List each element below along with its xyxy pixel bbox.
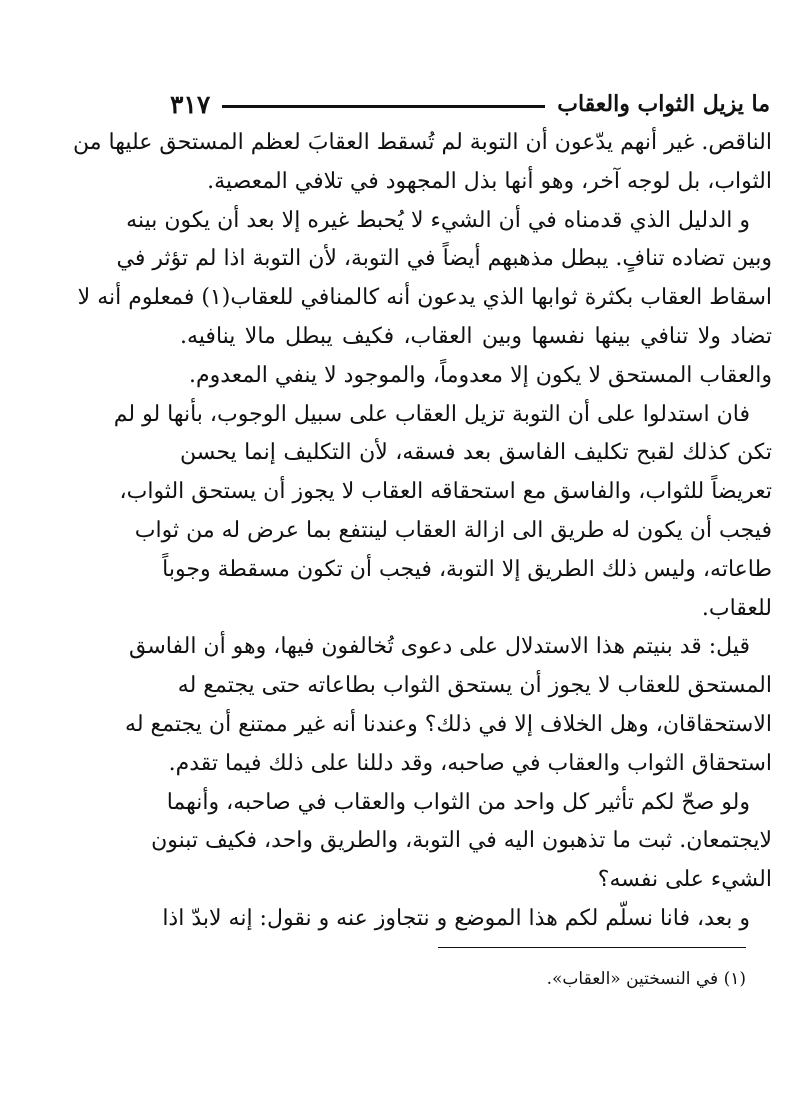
text-line: تضاد ولا تنافي بينها نفسها وبين العقاب، فكيف يبطل مالا ينافيه. — [180, 323, 772, 349]
body-text — [72, 124, 772, 939]
text-line: الاستحقاقان، وهل الخلاف إلا في ذلك؟ وعندنا أنه غير ممتنع أن يجتمع له — [125, 711, 772, 737]
page-number: ٣١٧ — [170, 89, 211, 119]
text-line: الشيء على نفسه؟ — [597, 867, 772, 893]
text-line: طاعاته، وليس ذلك الطريق إلا التوبة، فيجب أن تكون مسقطة وجوباً — [162, 556, 772, 582]
text-line: ولو صحّ لكم تأثير كل واحد من الثواب والعقاب في صاحبه، وأنهما — [166, 789, 750, 815]
text-line: فيجب أن يكون له طريق الى ازالة العقاب لينتفع بما عرض له من ثواب — [134, 517, 772, 543]
header-rule — [222, 105, 545, 108]
text-line: والعقاب المستحق لا يكون إلا معدوماً، والموجود لا ينفي المعدوم. — [188, 362, 772, 388]
text-line: الثواب، بل لوجه آخر، وهو أنها بذل المجهود في تلافي المعصية. — [207, 168, 772, 194]
text-line: المستحق للعقاب لا يجوز أن يستحق الثواب بطاعاته حتى يجتمع له — [177, 673, 772, 699]
text-line: فان استدلوا على أن التوبة تزيل العقاب على سبيل الوجوب، بأنها لو لم — [113, 401, 750, 427]
running-title: ما يزيل الثواب والعقاب — [557, 91, 770, 117]
footnote: (١) في النسختين «العقاب». — [546, 969, 746, 989]
text-line: استحقاق الثواب والعقاب في صاحبه، وقد دللنا على ذلك فيما تقدم. — [168, 750, 772, 776]
text-line: لايجتمعان. ثبت ما تذهبون اليه في التوبة، والطريق واحد، فكيف تبنون — [151, 828, 772, 854]
text-line: و الدليل الذي قدمناه في أن الشيء لا يُحبط غيره إلا بعد أن يكون بينه — [126, 207, 750, 233]
text-line: تعريضاً للثواب، والفاسق مع استحقاقه العقاب لا يجوز أن يستحق الثواب، — [119, 479, 772, 505]
text-line: قيل: قد بنيتم هذا الاستدلال على دعوى تُخالفون فيها، وهو أن الفاسق — [129, 634, 750, 660]
page-header — [170, 86, 770, 122]
text-line: للعقاب. — [701, 595, 772, 621]
text-line: تكن كذلك لقبح تكليف الفاسق بعد فسقه، لأن التكليف إنما يحسن — [180, 440, 772, 466]
text-line: اسقاط العقاب بكثرة ثوابها الذي يدعون أنه كالمنافي للعقاب(١) فمعلوم أنه لا — [77, 285, 772, 311]
text-line: وبين تضاده تنافٍ. يبطل مذهبهم أيضاً في التوبة، لأن التوبة اذا لم تؤثر في — [116, 246, 772, 272]
text-line: الناقص. غير أنهم يدّعون أن التوبة لم تُسقط العقابَ لعظم المستحق عليها من — [72, 130, 772, 155]
footnote-divider — [438, 947, 746, 948]
text-line: و بعد، فانا نسلّم لكم هذا الموضع و نتجاوز عنه و نقول: إنه لابدّ اذا — [162, 905, 750, 931]
